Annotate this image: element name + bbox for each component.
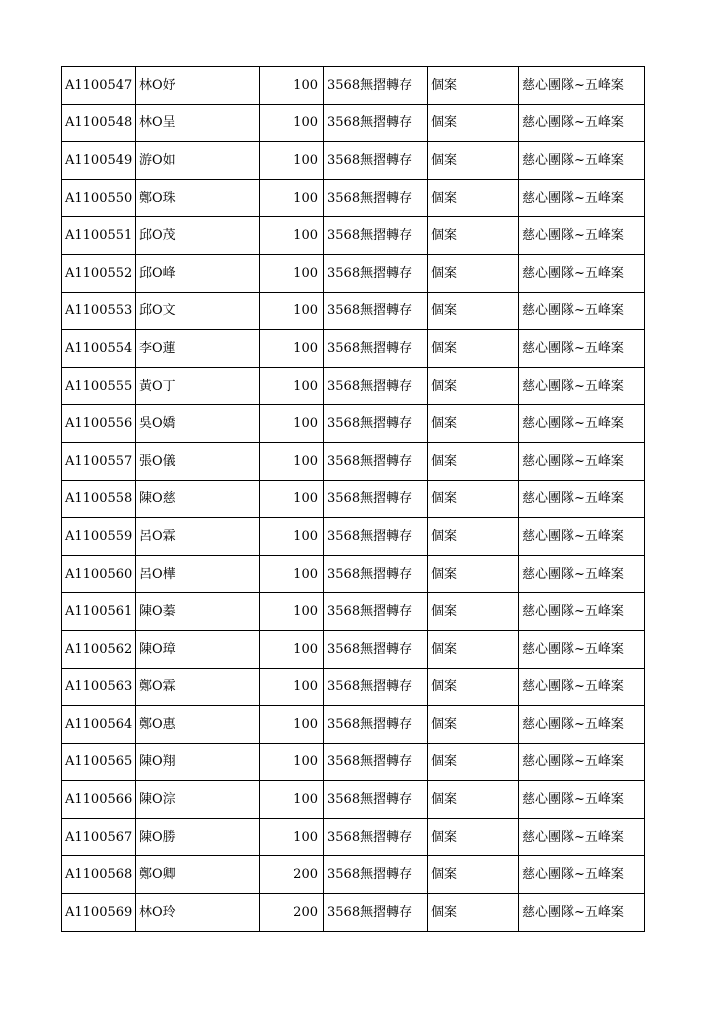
payment-method-cell: 3568無摺轉存 bbox=[324, 593, 428, 631]
payment-method-cell: 3568無摺轉存 bbox=[324, 254, 428, 292]
table-row bbox=[62, 894, 645, 932]
table-row bbox=[62, 67, 645, 105]
case-type-cell: 個案 bbox=[428, 442, 519, 480]
record-id-cell: A1100554 bbox=[62, 330, 136, 368]
case-type-cell: 個案 bbox=[428, 179, 519, 217]
donor-name-cell: 陳O翔 bbox=[136, 743, 260, 781]
payment-method-cell: 3568無摺轉存 bbox=[324, 894, 428, 932]
amount-cell: 200 bbox=[260, 856, 324, 894]
record-id-cell: A1100560 bbox=[62, 555, 136, 593]
amount-cell: 100 bbox=[260, 67, 324, 105]
table-row bbox=[62, 104, 645, 142]
payment-method-cell: 3568無摺轉存 bbox=[324, 818, 428, 856]
table-row bbox=[62, 593, 645, 631]
payment-method-cell: 3568無摺轉存 bbox=[324, 518, 428, 556]
donor-name-cell: 李O蓮 bbox=[136, 330, 260, 368]
donor-name-cell: 陳O勝 bbox=[136, 818, 260, 856]
case-type-cell: 個案 bbox=[428, 668, 519, 706]
payment-method-cell: 3568無摺轉存 bbox=[324, 217, 428, 255]
amount-cell: 100 bbox=[260, 781, 324, 819]
payment-method-cell: 3568無摺轉存 bbox=[324, 442, 428, 480]
donor-name-cell: 陳O璋 bbox=[136, 630, 260, 668]
payment-method-cell: 3568無摺轉存 bbox=[324, 67, 428, 105]
payment-method-cell: 3568無摺轉存 bbox=[324, 405, 428, 443]
team-cell: 慈心團隊~五峰案 bbox=[519, 518, 645, 556]
donor-name-cell: 陳O慈 bbox=[136, 480, 260, 518]
donor-name-cell: 黃O丁 bbox=[136, 367, 260, 405]
payment-method-cell: 3568無摺轉存 bbox=[324, 706, 428, 744]
donor-name-cell: 張O儀 bbox=[136, 442, 260, 480]
amount-cell: 100 bbox=[260, 593, 324, 631]
case-type-cell: 個案 bbox=[428, 367, 519, 405]
team-cell: 慈心團隊~五峰案 bbox=[519, 367, 645, 405]
record-id-cell: A1100557 bbox=[62, 442, 136, 480]
case-type-cell: 個案 bbox=[428, 706, 519, 744]
record-id-cell: A1100568 bbox=[62, 856, 136, 894]
record-id-cell: A1100547 bbox=[62, 67, 136, 105]
record-id-cell: A1100567 bbox=[62, 818, 136, 856]
table-body bbox=[62, 67, 645, 932]
case-type-cell: 個案 bbox=[428, 405, 519, 443]
team-cell: 慈心團隊~五峰案 bbox=[519, 706, 645, 744]
amount-cell: 100 bbox=[260, 630, 324, 668]
record-id-cell: A1100555 bbox=[62, 367, 136, 405]
amount-cell: 100 bbox=[260, 818, 324, 856]
table-row bbox=[62, 330, 645, 368]
case-type-cell: 個案 bbox=[428, 555, 519, 593]
payment-method-cell: 3568無摺轉存 bbox=[324, 179, 428, 217]
donor-name-cell: 邱O文 bbox=[136, 292, 260, 330]
record-id-cell: A1100566 bbox=[62, 781, 136, 819]
donor-name-cell: 鄭O霖 bbox=[136, 668, 260, 706]
case-type-cell: 個案 bbox=[428, 818, 519, 856]
table-row bbox=[62, 179, 645, 217]
table-row bbox=[62, 743, 645, 781]
payment-method-cell: 3568無摺轉存 bbox=[324, 367, 428, 405]
amount-cell: 100 bbox=[260, 330, 324, 368]
amount-cell: 100 bbox=[260, 442, 324, 480]
payment-method-cell: 3568無摺轉存 bbox=[324, 330, 428, 368]
payment-method-cell: 3568無摺轉存 bbox=[324, 142, 428, 180]
amount-cell: 100 bbox=[260, 480, 324, 518]
donor-name-cell: 林O妤 bbox=[136, 67, 260, 105]
record-id-cell: A1100551 bbox=[62, 217, 136, 255]
donor-name-cell: 陳O淙 bbox=[136, 781, 260, 819]
amount-cell: 100 bbox=[260, 292, 324, 330]
table-row bbox=[62, 405, 645, 443]
payment-method-cell: 3568無摺轉存 bbox=[324, 555, 428, 593]
case-type-cell: 個案 bbox=[428, 480, 519, 518]
amount-cell: 100 bbox=[260, 743, 324, 781]
record-id-cell: A1100559 bbox=[62, 518, 136, 556]
case-type-cell: 個案 bbox=[428, 593, 519, 631]
amount-cell: 100 bbox=[260, 555, 324, 593]
amount-cell: 100 bbox=[260, 179, 324, 217]
donor-name-cell: 呂O樺 bbox=[136, 555, 260, 593]
payment-method-cell: 3568無摺轉存 bbox=[324, 104, 428, 142]
record-id-cell: A1100562 bbox=[62, 630, 136, 668]
donor-name-cell: 林O玲 bbox=[136, 894, 260, 932]
amount-cell: 100 bbox=[260, 254, 324, 292]
donor-name-cell: 鄭O卿 bbox=[136, 856, 260, 894]
amount-cell: 100 bbox=[260, 405, 324, 443]
record-id-cell: A1100564 bbox=[62, 706, 136, 744]
team-cell: 慈心團隊~五峰案 bbox=[519, 593, 645, 631]
team-cell: 慈心團隊~五峰案 bbox=[519, 67, 645, 105]
table-row bbox=[62, 630, 645, 668]
case-type-cell: 個案 bbox=[428, 856, 519, 894]
payment-method-cell: 3568無摺轉存 bbox=[324, 292, 428, 330]
amount-cell: 200 bbox=[260, 894, 324, 932]
payment-method-cell: 3568無摺轉存 bbox=[324, 743, 428, 781]
team-cell: 慈心團隊~五峰案 bbox=[519, 856, 645, 894]
case-type-cell: 個案 bbox=[428, 254, 519, 292]
payment-method-cell: 3568無摺轉存 bbox=[324, 668, 428, 706]
team-cell: 慈心團隊~五峰案 bbox=[519, 405, 645, 443]
team-cell: 慈心團隊~五峰案 bbox=[519, 894, 645, 932]
table-row bbox=[62, 480, 645, 518]
record-id-cell: A1100548 bbox=[62, 104, 136, 142]
record-id-cell: A1100569 bbox=[62, 894, 136, 932]
case-type-cell: 個案 bbox=[428, 743, 519, 781]
team-cell: 慈心團隊~五峰案 bbox=[519, 480, 645, 518]
team-cell: 慈心團隊~五峰案 bbox=[519, 743, 645, 781]
case-type-cell: 個案 bbox=[428, 217, 519, 255]
donor-name-cell: 鄭O珠 bbox=[136, 179, 260, 217]
donor-name-cell: 游O如 bbox=[136, 142, 260, 180]
amount-cell: 100 bbox=[260, 706, 324, 744]
table-row bbox=[62, 217, 645, 255]
table-row bbox=[62, 292, 645, 330]
amount-cell: 100 bbox=[260, 142, 324, 180]
team-cell: 慈心團隊~五峰案 bbox=[519, 630, 645, 668]
donor-name-cell: 鄭O惠 bbox=[136, 706, 260, 744]
table-row bbox=[62, 856, 645, 894]
record-id-cell: A1100553 bbox=[62, 292, 136, 330]
case-type-cell: 個案 bbox=[428, 894, 519, 932]
payment-method-cell: 3568無摺轉存 bbox=[324, 480, 428, 518]
amount-cell: 100 bbox=[260, 518, 324, 556]
record-id-cell: A1100563 bbox=[62, 668, 136, 706]
case-type-cell: 個案 bbox=[428, 292, 519, 330]
table-row bbox=[62, 254, 645, 292]
payment-method-cell: 3568無摺轉存 bbox=[324, 856, 428, 894]
record-id-cell: A1100549 bbox=[62, 142, 136, 180]
team-cell: 慈心團隊~五峰案 bbox=[519, 555, 645, 593]
team-cell: 慈心團隊~五峰案 bbox=[519, 818, 645, 856]
table-row bbox=[62, 706, 645, 744]
team-cell: 慈心團隊~五峰案 bbox=[519, 179, 645, 217]
record-id-cell: A1100558 bbox=[62, 480, 136, 518]
team-cell: 慈心團隊~五峰案 bbox=[519, 330, 645, 368]
record-id-cell: A1100556 bbox=[62, 405, 136, 443]
team-cell: 慈心團隊~五峰案 bbox=[519, 217, 645, 255]
donor-name-cell: 邱O峰 bbox=[136, 254, 260, 292]
case-type-cell: 個案 bbox=[428, 67, 519, 105]
donor-name-cell: 邱O茂 bbox=[136, 217, 260, 255]
case-type-cell: 個案 bbox=[428, 142, 519, 180]
team-cell: 慈心團隊~五峰案 bbox=[519, 668, 645, 706]
table-row bbox=[62, 518, 645, 556]
donation-table bbox=[61, 66, 645, 932]
team-cell: 慈心團隊~五峰案 bbox=[519, 254, 645, 292]
record-id-cell: A1100561 bbox=[62, 593, 136, 631]
amount-cell: 100 bbox=[260, 217, 324, 255]
donor-name-cell: 林O呈 bbox=[136, 104, 260, 142]
team-cell: 慈心團隊~五峰案 bbox=[519, 781, 645, 819]
table-row bbox=[62, 781, 645, 819]
table-row bbox=[62, 367, 645, 405]
table-row bbox=[62, 442, 645, 480]
team-cell: 慈心團隊~五峰案 bbox=[519, 104, 645, 142]
amount-cell: 100 bbox=[260, 104, 324, 142]
table-row bbox=[62, 668, 645, 706]
table-row bbox=[62, 555, 645, 593]
team-cell: 慈心團隊~五峰案 bbox=[519, 292, 645, 330]
donor-name-cell: 吳O嬌 bbox=[136, 405, 260, 443]
donor-name-cell: 陳O蓁 bbox=[136, 593, 260, 631]
record-id-cell: A1100552 bbox=[62, 254, 136, 292]
case-type-cell: 個案 bbox=[428, 630, 519, 668]
case-type-cell: 個案 bbox=[428, 104, 519, 142]
payment-method-cell: 3568無摺轉存 bbox=[324, 781, 428, 819]
table-row bbox=[62, 142, 645, 180]
team-cell: 慈心團隊~五峰案 bbox=[519, 142, 645, 180]
case-type-cell: 個案 bbox=[428, 781, 519, 819]
donor-name-cell: 呂O霖 bbox=[136, 518, 260, 556]
case-type-cell: 個案 bbox=[428, 330, 519, 368]
table-row bbox=[62, 818, 645, 856]
payment-method-cell: 3568無摺轉存 bbox=[324, 630, 428, 668]
case-type-cell: 個案 bbox=[428, 518, 519, 556]
team-cell: 慈心團隊~五峰案 bbox=[519, 442, 645, 480]
amount-cell: 100 bbox=[260, 367, 324, 405]
amount-cell: 100 bbox=[260, 668, 324, 706]
record-id-cell: A1100565 bbox=[62, 743, 136, 781]
record-id-cell: A1100550 bbox=[62, 179, 136, 217]
